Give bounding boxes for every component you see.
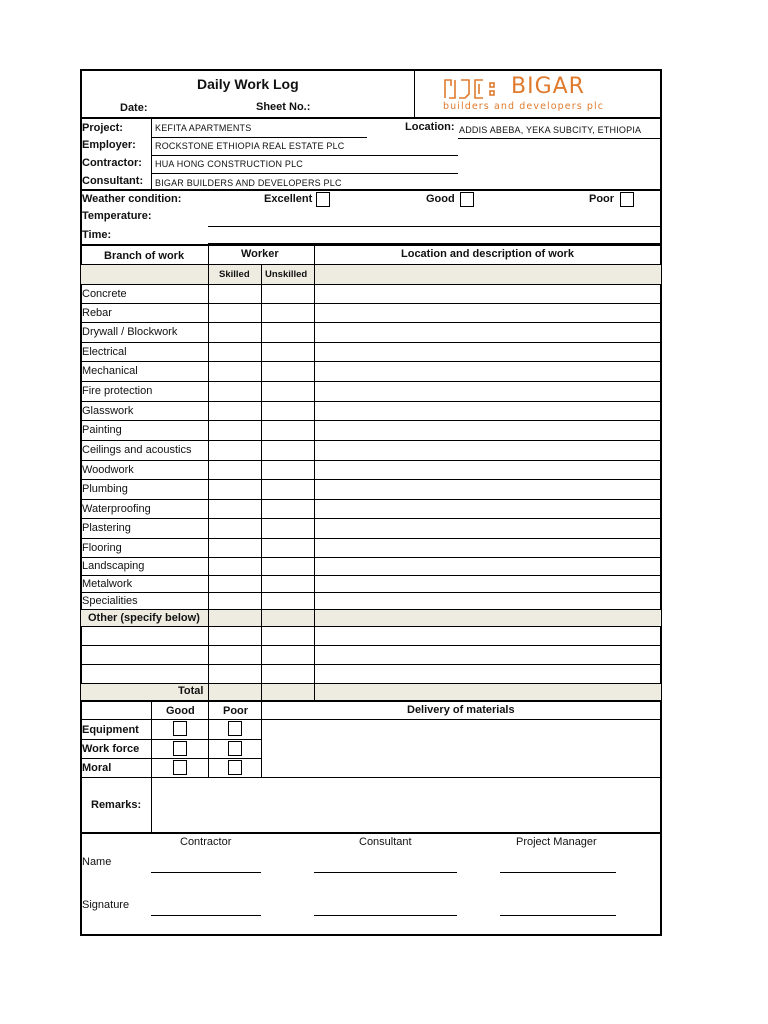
branch-label: Electrical (82, 346, 127, 358)
logo-mark-icon (443, 76, 515, 100)
description-cell[interactable] (315, 382, 661, 401)
description-cell[interactable] (315, 576, 661, 592)
unskilled-cell[interactable] (262, 519, 314, 538)
consultant-name-line[interactable] (314, 872, 457, 873)
branch-label: Landscaping (82, 560, 145, 572)
equipment-poor-checkbox[interactable] (228, 721, 242, 736)
location-value: ADDIS ABEBA, YEKA SUBCITY, ETHIOPIA (459, 125, 642, 135)
unskilled-cell[interactable] (262, 343, 314, 361)
branch-label: Waterproofing (82, 503, 151, 515)
contractor-value: HUA HONG CONSTRUCTION PLC (155, 159, 304, 169)
unskilled-cell[interactable] (262, 480, 314, 499)
unskilled-cell[interactable] (262, 362, 314, 381)
consultant-signature-line[interactable] (314, 915, 457, 916)
branch-label: Painting (82, 424, 122, 436)
skilled-cell[interactable] (209, 519, 261, 538)
skilled-cell[interactable] (209, 382, 261, 401)
date-label: Date: (120, 102, 148, 114)
description-cell[interactable] (315, 421, 661, 440)
signoff-contractor-header: Contractor (180, 836, 232, 848)
sheet-number-label: Sheet No.: (256, 101, 311, 113)
consultant-label: Consultant: (82, 175, 144, 187)
skilled-cell[interactable] (209, 323, 261, 342)
employer-value: ROCKSTONE ETHIOPIA REAL ESTATE PLC (155, 141, 345, 151)
branch-label: Woodwork (82, 464, 134, 476)
unskilled-cell[interactable] (262, 421, 314, 440)
description-cell[interactable] (315, 343, 661, 361)
skilled-cell[interactable] (209, 576, 261, 592)
branch-label: Plastering (82, 522, 131, 534)
unskilled-cell[interactable] (262, 323, 314, 342)
branch-label: Specialities (82, 595, 138, 607)
skilled-cell[interactable] (209, 539, 261, 557)
total-label: Total (178, 685, 204, 697)
branch-label: Mechanical (82, 365, 138, 377)
description-cell[interactable] (315, 593, 661, 609)
work-force-poor-checkbox[interactable] (228, 741, 242, 756)
branch-label: Rebar (82, 307, 112, 319)
delivery-of-materials-header: Delivery of materials (407, 704, 515, 716)
weather-poor-label: Poor (589, 193, 615, 205)
skilled-cell[interactable] (209, 362, 261, 381)
other-specify-label: Other (specify below) (88, 612, 200, 624)
status-good-header: Good (166, 705, 195, 717)
skilled-cell[interactable] (209, 461, 261, 479)
branch-label: Plumbing (82, 483, 128, 495)
form-title: Daily Work Log (197, 76, 299, 92)
unskilled-cell[interactable] (262, 461, 314, 479)
contractor-label: Contractor: (82, 157, 142, 169)
branch-label: Fire protection (82, 385, 153, 397)
signoff-project-manager-header: Project Manager (516, 836, 597, 848)
moral-label: Moral (82, 762, 112, 774)
skilled-cell[interactable] (209, 480, 261, 499)
skilled-header: Skilled (219, 269, 250, 280)
unskilled-cell[interactable] (262, 576, 314, 592)
branch-label: Drywall / Blockwork (82, 326, 178, 338)
work-force-good-checkbox[interactable] (173, 741, 187, 756)
weather-poor-checkbox[interactable] (620, 192, 634, 207)
moral-good-checkbox[interactable] (173, 760, 187, 775)
project-label: Project: (82, 122, 123, 134)
skilled-cell[interactable] (209, 593, 261, 609)
skilled-cell[interactable] (209, 343, 261, 361)
branch-of-work-header: Branch of work (104, 250, 185, 262)
unskilled-cell[interactable] (262, 304, 314, 322)
name-label: Name (82, 856, 112, 868)
weather-good-checkbox[interactable] (460, 192, 474, 207)
remarks-field[interactable] (153, 779, 660, 831)
description-cell[interactable] (315, 285, 661, 303)
moral-poor-checkbox[interactable] (228, 760, 242, 775)
project-value: KEFITA APARTMENTS (155, 123, 252, 133)
equipment-label: Equipment (82, 724, 139, 736)
signoff-consultant-header: Consultant (359, 836, 412, 848)
skilled-cell[interactable] (209, 421, 261, 440)
description-cell[interactable] (315, 519, 661, 538)
signature-label: Signature (82, 899, 130, 911)
skilled-cell[interactable] (209, 500, 261, 518)
status-poor-header: Poor (223, 705, 249, 717)
worker-header: Worker (241, 248, 279, 260)
weather-good-label: Good (426, 193, 455, 205)
time-label: Time: (82, 229, 112, 241)
location-label: Location: (405, 121, 455, 133)
branch-label: Glasswork (82, 405, 134, 417)
equipment-good-checkbox[interactable] (173, 721, 187, 736)
location-description-header: Location and description of work (401, 248, 574, 260)
logo-tagline: builders and developers plc (443, 101, 605, 112)
description-cell[interactable] (315, 323, 661, 342)
description-cell[interactable] (315, 304, 661, 322)
weather-condition-label: Weather condition: (82, 193, 182, 205)
skilled-cell[interactable] (209, 402, 261, 420)
project-manager-signature-line[interactable] (500, 915, 616, 916)
unskilled-cell[interactable] (262, 402, 314, 420)
description-cell[interactable] (315, 461, 661, 479)
unskilled-cell[interactable] (262, 441, 314, 460)
skilled-cell[interactable] (209, 285, 261, 303)
unskilled-cell[interactable] (262, 539, 314, 557)
description-cell[interactable] (315, 362, 661, 381)
skilled-cell[interactable] (209, 304, 261, 322)
skilled-cell[interactable] (209, 441, 261, 460)
project-manager-name-line[interactable] (500, 872, 616, 873)
work-force-label: Work force (82, 743, 140, 755)
employer-label: Employer: (82, 139, 136, 151)
unskilled-cell[interactable] (262, 285, 314, 303)
branch-label: Ceilings and acoustics (82, 444, 192, 456)
branch-label: Metalwork (82, 578, 133, 590)
remarks-label: Remarks: (91, 799, 142, 811)
contractor-name-line[interactable] (151, 872, 261, 873)
description-cell[interactable] (315, 500, 661, 518)
logo-wordmark: BIGAR (511, 74, 585, 99)
description-cell[interactable] (315, 480, 661, 499)
consultant-value: BIGAR BUILDERS AND DEVELOPERS PLC (155, 178, 342, 188)
branch-label: Flooring (82, 542, 122, 554)
description-cell[interactable] (315, 441, 661, 460)
unskilled-cell[interactable] (262, 500, 314, 518)
weather-excellent-label: Excellent (264, 193, 313, 205)
unskilled-cell[interactable] (262, 558, 314, 575)
branch-label: Concrete (82, 288, 127, 300)
skilled-cell[interactable] (209, 558, 261, 575)
contractor-signature-line[interactable] (151, 915, 261, 916)
temperature-label: Temperature: (82, 210, 152, 222)
unskilled-cell[interactable] (262, 593, 314, 609)
unskilled-cell[interactable] (262, 382, 314, 401)
description-cell[interactable] (315, 539, 661, 557)
description-cell[interactable] (315, 402, 661, 420)
description-cell[interactable] (315, 558, 661, 575)
unskilled-header: Unskilled (265, 269, 308, 280)
weather-excellent-checkbox[interactable] (316, 192, 330, 207)
